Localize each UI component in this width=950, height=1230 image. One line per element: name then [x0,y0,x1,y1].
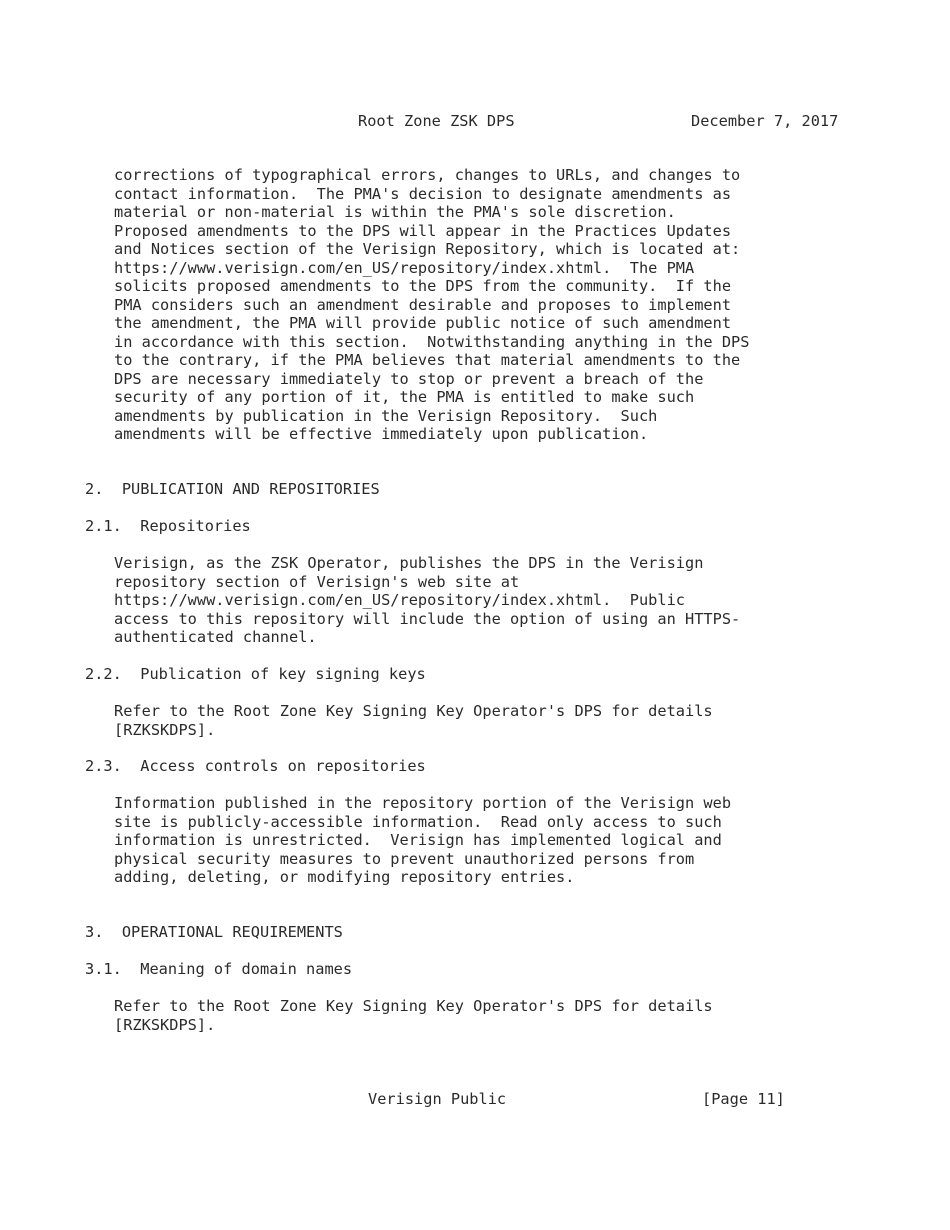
section-3-1-body: Refer to the Root Zone Key Signing Key Operator's DPS for details [RZKSKDPS]. [114,997,713,1034]
footer-label: Verisign Public [368,1090,507,1108]
section-2-1-heading: 2.1. Repositories [85,517,251,535]
footer-page-number: [Page 11] [702,1090,785,1108]
intro-paragraph: corrections of typographical errors, changes to URLs, and changes to contact information. The PMA's decision to designate amendments as material or non-material is within the PMA's sole discretion. Proposed amendments to the DPS will appear in the Practices Updates and Notices section of the Verisign Repository, which is located at: https://www.verisign.com/en_US/repository/index.xhtml. The PMA solicits proposed amendments to the DPS from the community. If the PMA considers such an amendment desirable and proposes to implement the amendment, the PMA will provide public notice of such amendment in accordance with this section. Notwithstanding anything in the DPS to the contrary, if the PMA believes that material amendments to the DPS are necessary immediately to stop or prevent a breach of the security of any portion of it, the PMA is entitled to make such amendments by publication in the Verisign Repository. Such amendments will be effective immediately upon publication. [114,166,750,443]
section-2-3-body: Information published in the repository portion of the Verisign web site is publicly-accessible information. Read only access to such information is unrestricted. Verisign has implemented logical and physical security measures to prevent unauthorized persons from adding, deleting, or modifying repository entries. [114,794,732,886]
section-3-heading: 3. OPERATIONAL REQUIREMENTS [85,923,343,941]
section-2-2-body: Refer to the Root Zone Key Signing Key Operator's DPS for details [RZKSKDPS]. [114,702,713,739]
section-3-1-heading: 3.1. Meaning of domain names [85,960,353,978]
section-2-heading: 2. PUBLICATION AND REPOSITORIES [85,480,380,498]
section-2-2-heading: 2.2. Publication of key signing keys [85,665,426,683]
header-date: December 7, 2017 [691,112,839,130]
header-title: Root Zone ZSK DPS [358,112,515,130]
section-2-3-heading: 2.3. Access controls on repositories [85,757,426,775]
section-2-1-body: Verisign, as the ZSK Operator, publishes the DPS in the Verisign repository section of Verisign's web site at https://www.verisign.com/en_US/repository/index.xhtml. Public access to this repository will include the option of using an HTTPS- authenticated channel. [114,554,741,646]
